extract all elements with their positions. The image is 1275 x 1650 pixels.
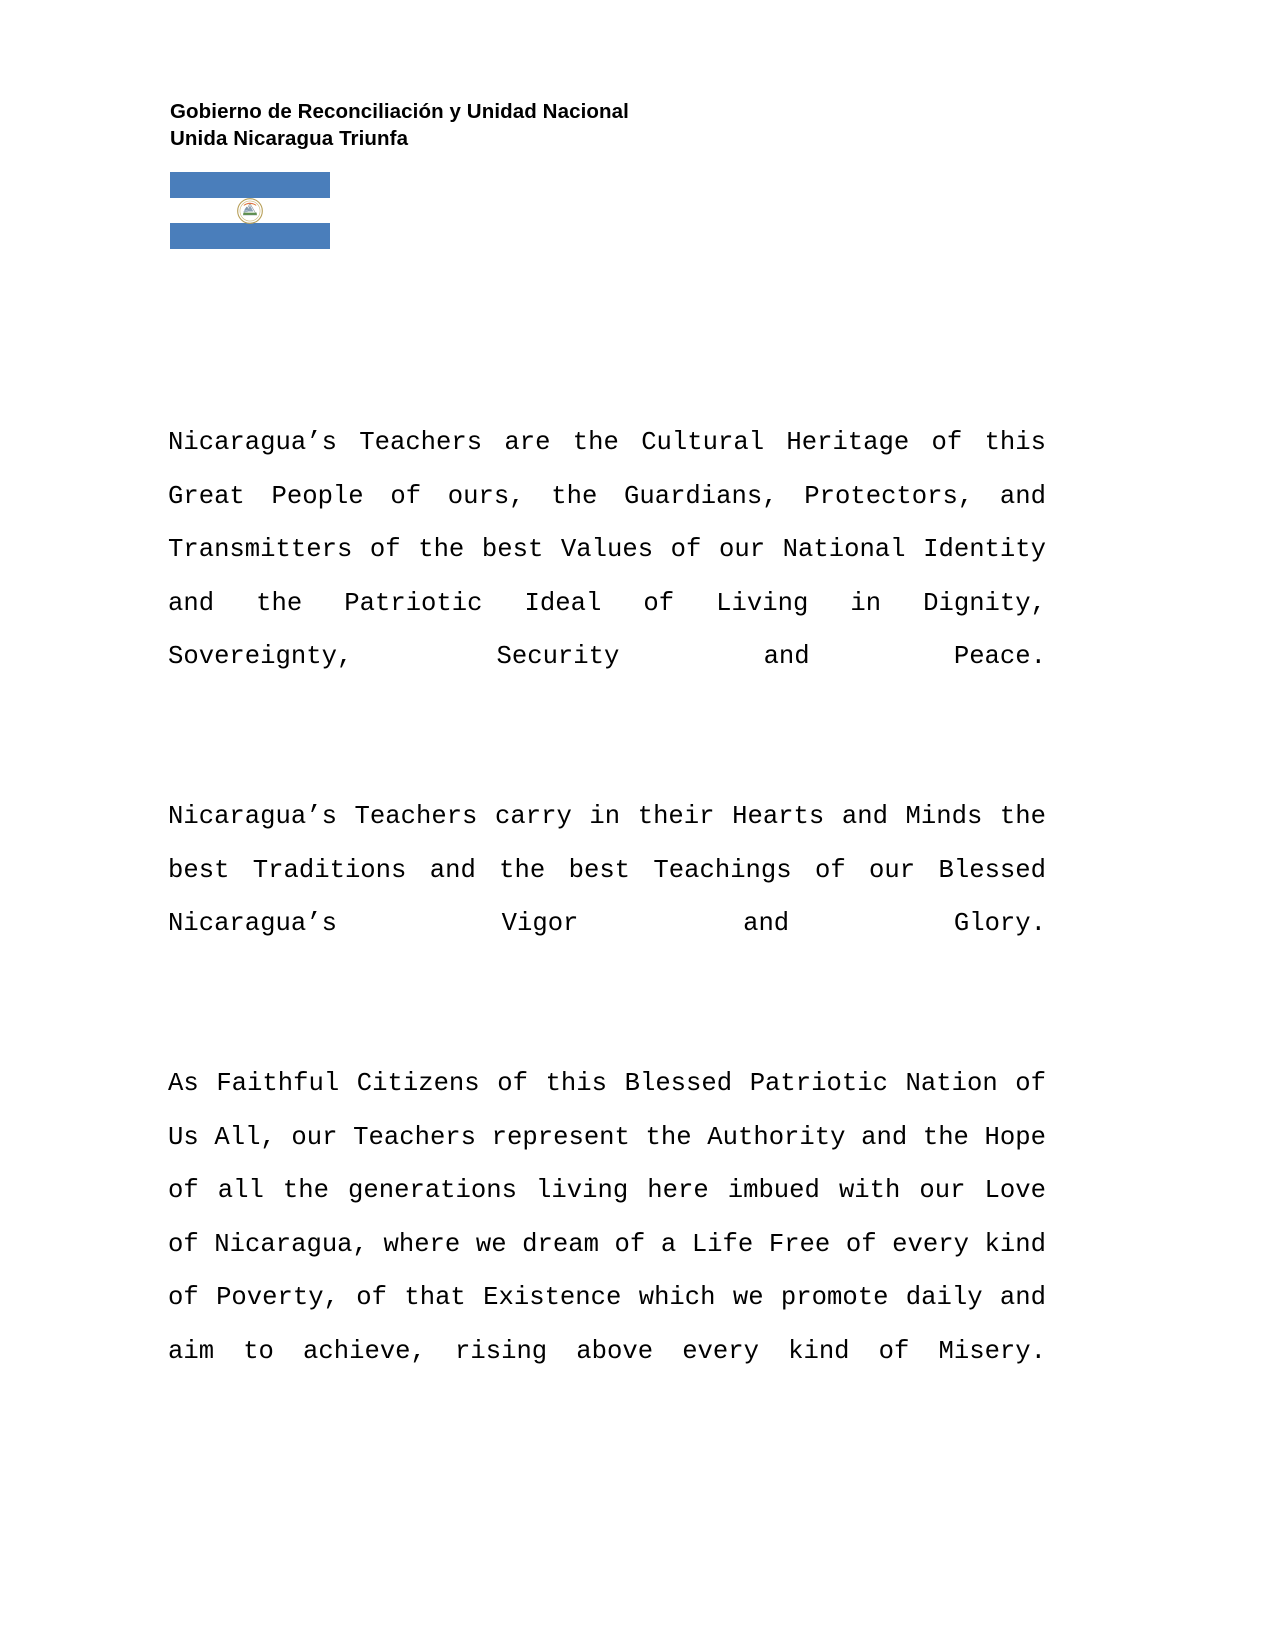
nicaragua-flag-image <box>170 172 330 249</box>
letterhead <box>170 98 1070 152</box>
paragraph-1: Nicaragua’s Teachers are the Cultural Heritage of this Great People of ours, the Guardians, Protectors, and Transmitters of the best Values of our National Identity and the Patriotic Ideal of Living in Dignity, Sovereignty, Security and Peace. <box>168 428 1046 671</box>
paragraph-2: Nicaragua’s Teachers carry in their Hearts and Minds the best Traditions and the best Teachings of our Blessed Nicaragua’s Vigor and Glory. <box>168 802 1046 938</box>
flag-stripe-bottom <box>170 223 330 249</box>
letterhead-line-1: Gobierno de Reconciliación y Unidad Nacional <box>170 100 629 123</box>
paragraph-3: As Faithful Citizens of this Blessed Patriotic Nation of Us All, our Teachers represent the Authority and the Hope of all the generations living here imbued with our Love of Nicaragua, where we dream of a Life Free of every kind of Poverty, of that Existence which we promote daily and aim to achieve, rising above every kind of Misery. <box>168 1069 1046 1366</box>
flag-stripe-top <box>170 172 330 198</box>
nicaragua-coat-of-arms-icon <box>236 197 264 225</box>
letterhead-line-2: Unida Nicaragua Triunfa <box>170 127 409 150</box>
document-body <box>168 416 1046 1432</box>
